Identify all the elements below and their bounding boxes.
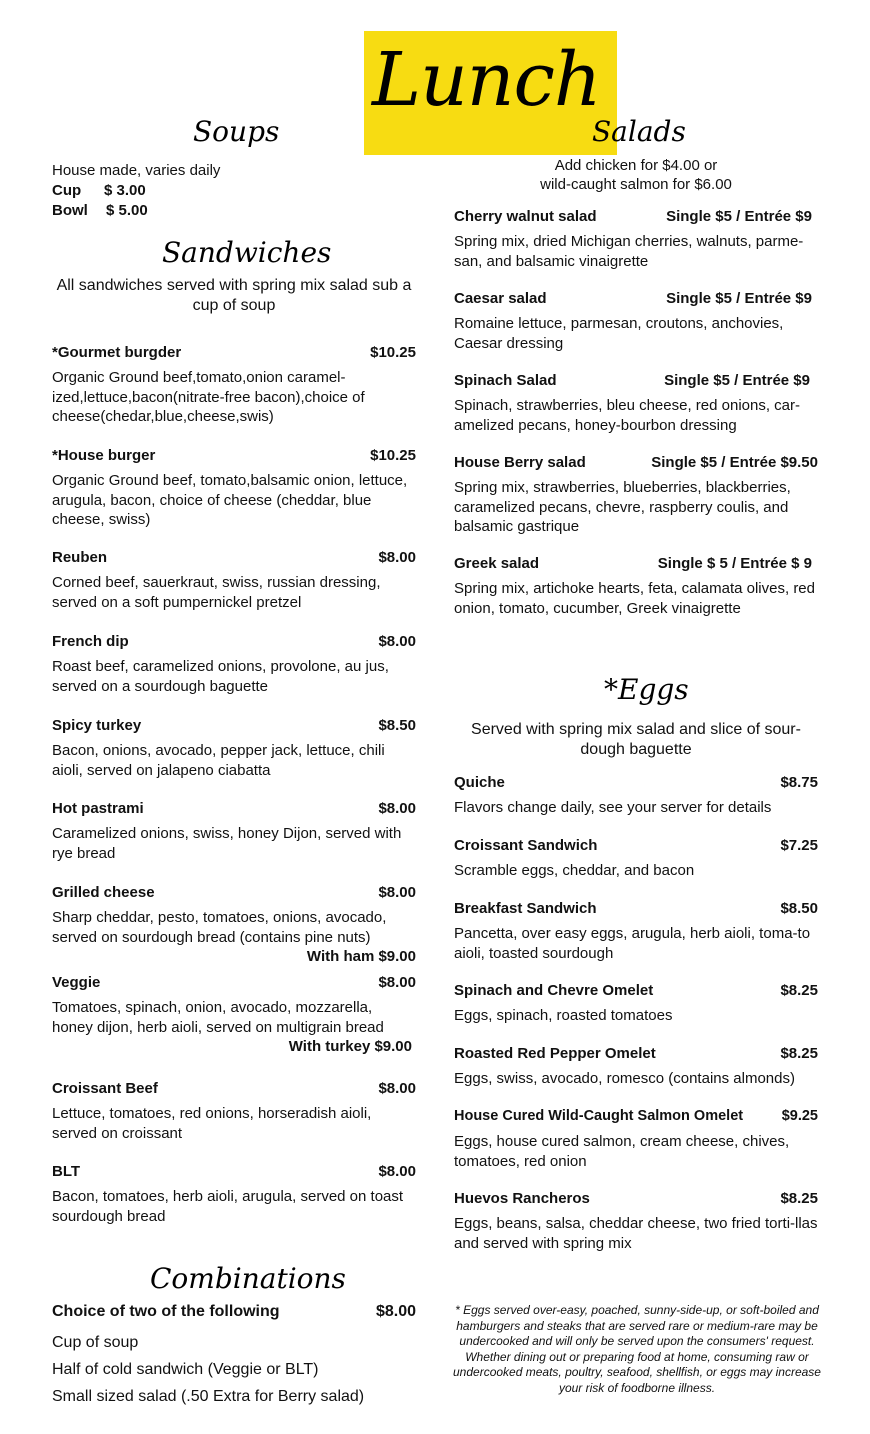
egg-item [454,1107,818,1171]
item-price: $8.50 [780,900,818,917]
sandwich-item [52,632,416,696]
soups-desc: House made, varies daily [52,162,221,179]
item-price: Single $5 / Entrée $9 [666,290,812,307]
item-name: Greek salad [454,555,540,572]
salads-intro-line1: Add chicken for $4.00 or [554,157,718,174]
item-desc: Bacon, onions, avocado, pepper jack, lettuce, chili aioli, served on jalapeno ciabatta [52,742,385,779]
salad-item [454,554,818,618]
item-price: $8.00 [378,1163,416,1180]
combination-option: Small sized salad (.50 Extra for Berry salad) [52,1388,365,1405]
item-price: $8.00 [378,1080,416,1097]
item-desc: Caramelized onions, swiss, honey Dijon, served with rye bread [52,825,402,862]
item-price: Single $ 5 / Entrée $ 9 [657,555,812,572]
eggs-heading: *Eggs [604,673,689,706]
item-desc: Lettuce, tomatoes, red onions, horseradish aioli, served on croissant [52,1105,372,1142]
item-desc: Eggs, beans, salsa, cheddar cheese, two fried torti-llas and served with spring mix [454,1215,818,1252]
item-price: $8.00 [378,884,416,901]
item-name: Spinach Salad [454,372,557,389]
salad-item [454,453,818,537]
soup-cup-label: Cup [52,182,82,199]
item-name: Spinach and Chevre Omelet [454,982,654,999]
item-desc: Scramble eggs, cheddar, and bacon [454,862,695,879]
item-name: House Cured Wild-Caught Salmon Omelet [454,1108,744,1124]
sandwich-item [52,973,416,1057]
item-price: Single $5 / Entrée $9 [664,372,810,389]
item-price: $7.25 [780,837,818,854]
item-desc: Spring mix, dried Michigan cherries, walnuts, parme-san, and balsamic vinaigrette [454,233,804,270]
combination-title: Choice of two of the following [52,1303,280,1320]
item-price: $10.25 [370,447,416,464]
item-desc: Spring mix, strawberries, blueberries, blackberries, caramelized pecans, chevre, raspberry coulis, and balsamic gastrique [454,479,791,535]
item-price: $8.75 [780,774,818,791]
item-price: $8.25 [780,1190,818,1207]
item-name: Croissant Sandwich [454,837,598,854]
egg-item [454,981,818,1026]
item-price: Single $5 / Entrée $9.50 [651,454,818,471]
item-name: *Gourmet burgder [52,344,182,361]
item-name: *House burger [52,447,156,464]
item-name: Veggie [52,974,101,991]
sandwich-item [52,883,416,967]
sandwich-item [52,1079,416,1143]
soup-cup-price: $ 3.00 [104,182,146,199]
combination-price: $8.00 [375,1303,416,1320]
item-name: Caesar salad [454,290,547,307]
sandwich-item [52,343,416,427]
item-desc: Organic Ground beef,tomato,onion caramel-ized,lettuce,bacon(nitrate-free bacon),choice of cheese(chedar,blue,cheese,swis) [52,369,365,425]
soup-bowl-price: $ 5.00 [106,202,148,219]
item-desc: Flavors change daily, see your server for details [454,799,772,816]
item-desc: Organic Ground beef, tomato,balsamic onion, lettuce, arugula, bacon, choice of cheese (cheddar, blue cheese, swiss) [52,472,408,528]
combination-option: Half of cold sandwich (Veggie or BLT) [52,1361,319,1378]
item-desc: Corned beef, sauerkraut, swiss, russian dressing, served on a soft pumpernickel pretzel [52,574,381,611]
item-name: Breakfast Sandwich [454,900,597,917]
combination-option: Cup of soup [52,1334,139,1351]
egg-item [454,773,818,818]
item-extra: With turkey $9.00 [288,1038,412,1055]
salad-item [454,371,818,435]
sandwich-item [52,716,416,780]
soups-heading: Soups [193,115,280,148]
salad-item [454,289,818,353]
item-price: $9.25 [781,1108,818,1124]
sandwich-item [52,799,416,863]
foodborne-illness-footnote: * Eggs served over-easy, poached, sunny-side-up, or soft-boiled and hamburgers and steaks that are served rare or medium-rare may be undercooked and will only be served upon the consumers' request. Whether dining out or preparing food at home, consuming raw or undercooked meats, poultry, seafood, shellfish, or eggs may increase your risk of foodborne illness. [453,1303,821,1395]
sandwich-item [52,446,416,530]
item-desc: Spring mix, artichoke hearts, feta, calamata olives, red onion, tomato, cucumber, Greek vinaigrette [454,580,815,617]
item-name: Grilled cheese [52,884,155,901]
egg-item [454,899,818,963]
item-extra: With ham $9.00 [306,948,416,965]
item-price: $8.00 [378,974,416,991]
item-name: Cherry walnut salad [454,208,597,225]
item-name: Reuben [52,549,108,566]
item-name: Croissant Beef [52,1080,158,1097]
egg-item [454,836,818,881]
item-name: Quiche [454,774,505,791]
item-name: Roasted Red Pepper Omelet [454,1045,656,1062]
item-desc: Eggs, house cured salmon, cream cheese, chives, tomatoes, red onion [454,1133,790,1170]
sandwich-item [52,1162,416,1226]
combinations-heading: Combinations [150,1262,346,1295]
eggs-intro: Served with spring mix salad and slice of sour-dough baguette [471,721,801,758]
egg-item [454,1189,818,1253]
item-price: $8.00 [378,633,416,650]
item-desc: Pancetta, over easy eggs, arugula, herb aioli, toma-to aioli, toasted sourdough [454,925,811,962]
page-title: Lunch [372,37,601,123]
item-name: Spicy turkey [52,717,142,734]
sandwiches-intro: All sandwiches served with spring mix salad sub a cup of soup [56,277,412,314]
soup-bowl-label: Bowl [52,202,88,219]
item-desc: Eggs, spinach, roasted tomatoes [454,1007,673,1024]
item-name: Huevos Rancheros [454,1190,590,1207]
item-desc: Roast beef, caramelized onions, provolone, au jus, served on a sourdough baguette [52,658,389,695]
combination-title-row [52,1302,416,1322]
sandwiches-heading: Sandwiches [162,236,332,269]
combination-options [52,1329,364,1410]
item-price: $8.25 [780,982,818,999]
item-price: Single $5 / Entrée $9 [666,208,812,225]
item-desc: Bacon, tomatoes, herb aioli, arugula, served on toast sourdough bread [52,1188,404,1225]
item-name: French dip [52,633,129,650]
item-desc: Tomatoes, spinach, onion, avocado, mozzarella, honey dijon, herb aioli, served on multigrain bread [52,999,384,1036]
item-price: $8.25 [780,1045,818,1062]
item-price: $8.00 [378,549,416,566]
salad-item [454,207,818,271]
item-price: $8.50 [378,717,416,734]
sandwich-item [52,548,416,612]
item-name: Hot pastrami [52,800,144,817]
item-price: $8.00 [378,800,416,817]
salads-intro [500,156,772,194]
item-name: House Berry salad [454,454,586,471]
item-desc: Sharp cheddar, pesto, tomatoes, onions, avocado, served on sourdough bread (contains pine nuts) [52,909,387,946]
item-name: BLT [52,1163,81,1180]
salads-heading: Salads [592,115,686,148]
item-desc: Romaine lettuce, parmesan, croutons, anchovies, Caesar dressing [454,315,784,352]
egg-item [454,1044,818,1089]
item-desc: Eggs, swiss, avocado, romesco (contains almonds) [454,1070,795,1087]
item-price: $10.25 [370,344,416,361]
salads-intro-line2: wild-caught salmon for $6.00 [540,176,732,193]
item-desc: Spinach, strawberries, bleu cheese, red onions, car-amelized pecans, honey-bourbon dressing [454,397,801,434]
